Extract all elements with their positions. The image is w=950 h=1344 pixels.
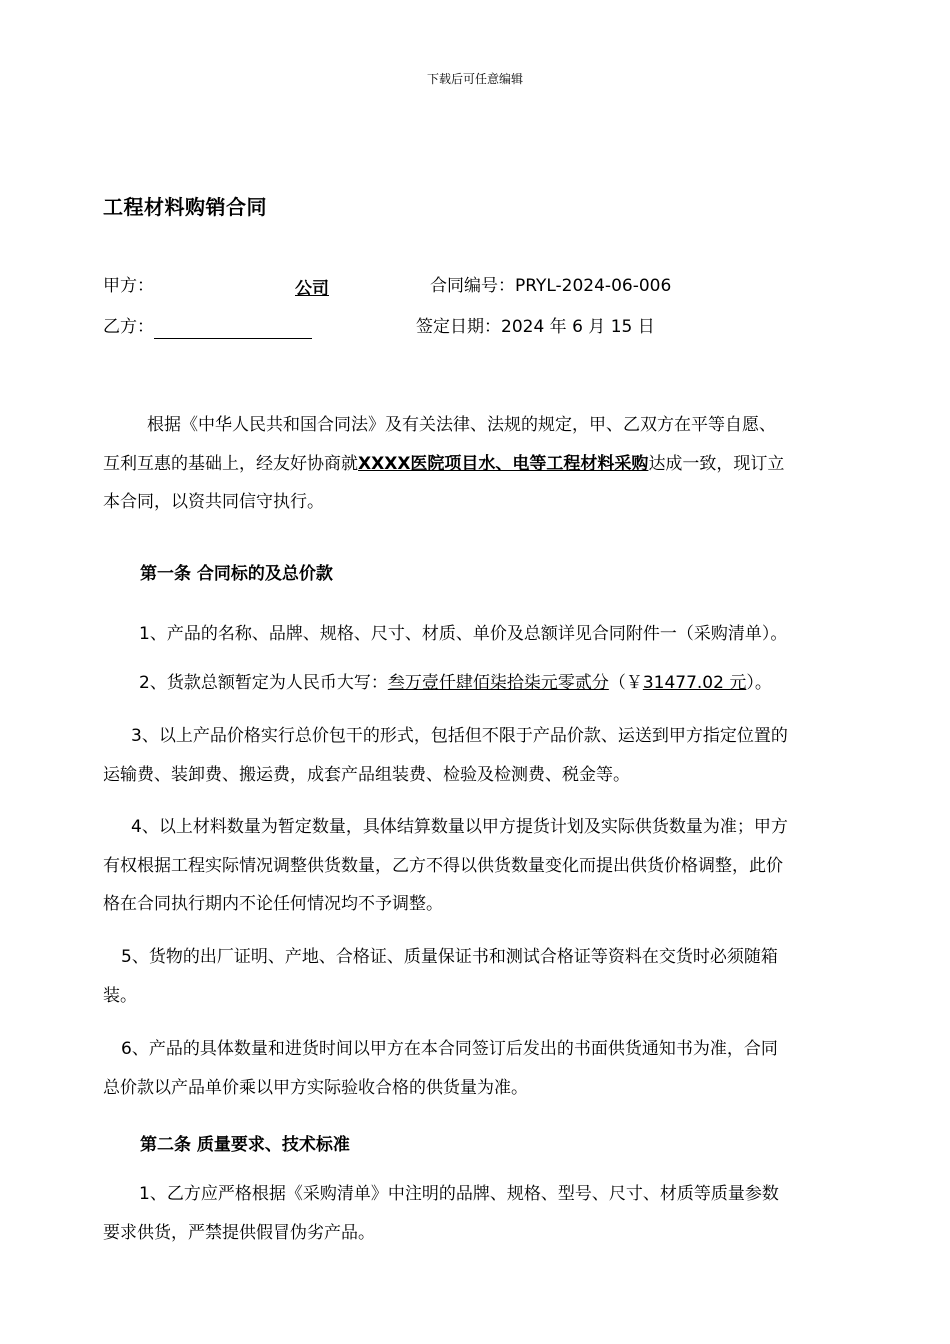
sign-date-value: 2024 年 6 月 15 日 [501, 317, 655, 337]
article-1-item-3-line-1: 3、以上产品价格实行总价包干的形式，包括但不限于产品价款、运送到甲方指定位置的 [131, 726, 788, 746]
amount-in-words: 叁万壹仟肆佰柒拾柒元零贰分 [387, 673, 609, 693]
project-name: XXXX医院项目水、电等工程材料采购 [358, 453, 649, 474]
contract-number-value: PRYL-2024-06-006 [515, 276, 672, 296]
article-1-item-6-line-2: 总价款以产品单价乘以甲方实际验收合格的供货量为准。 [103, 1077, 528, 1098]
preamble-paragraph [103, 406, 873, 522]
article-2-item-1-line-2: 要求供货，严禁提供假冒伪劣产品。 [103, 1222, 375, 1243]
item-2-mid: （￥ [608, 673, 643, 693]
party-b [103, 315, 312, 339]
party-a-label: 甲方： [103, 276, 154, 296]
preamble-line-2 [103, 445, 873, 484]
sign-date-label: 签定日期： [416, 317, 501, 337]
item-2-pre: 2、货款总额暂定为人民币大写： [139, 673, 388, 693]
article-1-item-5 [103, 938, 873, 1015]
item-2-post: ）。 [746, 673, 772, 693]
article-1-heading: 第一条 合同标的及总价款 [140, 564, 333, 584]
article-1-item-2 [103, 664, 873, 703]
party-a-company: 公司 [295, 279, 329, 299]
amount-in-figures: 31477.02 元 [642, 673, 747, 693]
article-1-item-6-line-1: 6、产品的具体数量和进货时间以甲方在本合同签订后发出的书面供货通知书为准，合同 [121, 1039, 778, 1059]
document-title: 工程材料购销合同 [103, 195, 267, 219]
article-1-item-2-line [103, 664, 873, 703]
article-1-item-3-line-2: 运输费、装卸费、搬运费，成套产品组装费、检验及检测费、税金等。 [103, 764, 630, 785]
contract-number [430, 274, 671, 298]
article-1-item-1 [103, 615, 873, 654]
sign-date [416, 315, 655, 339]
article-1-item-4-line-2: 有权根据工程实际情况调整供货数量，乙方不得以供货数量变化而提出供货价格调整，此价 [103, 855, 783, 876]
article-1-item-4-line-3: 格在合同执行期内不论任何情况均不予调整。 [103, 894, 443, 914]
preamble-line-1: 根据《中华人民共和国合同法》及有关法律、法规的规定，甲、乙双方在平等自愿、 [147, 415, 776, 435]
article-1-item-4-line-1: 4、以上材料数量为暂定数量，具体结算数量以甲方提货计划及实际供货数量为准；甲方 [131, 817, 788, 837]
article-2-heading: 第二条 质量要求、技术标准 [140, 1135, 350, 1155]
header-watermark: 下载后可任意编辑 [426, 72, 523, 86]
article-1-item-1-text: 1、产品的名称、品牌、规格、尺寸、材质、单价及总额详见合同附件一（采购清单）。 [139, 624, 788, 644]
contract-number-label: 合同编号： [430, 276, 515, 296]
article-1-item-5-line-2: 装。 [103, 985, 137, 1006]
preamble-line-2-pre: 互利互惠的基础上，经友好协商就 [103, 453, 358, 474]
article-1-item-5-line-1: 5、货物的出厂证明、产地、合格证、质量保证书和测试合格证等资料在交货时必须随箱 [121, 947, 778, 967]
party-b-blank-line [154, 322, 312, 339]
article-1-item-6 [103, 1030, 873, 1107]
preamble-line-3: 本合同，以资共同信守执行。 [103, 492, 324, 512]
article-1-item-4 [103, 808, 873, 924]
preamble-line-2-post: 达成一致，现订立 [648, 453, 785, 474]
article-2-item-1 [103, 1175, 873, 1252]
article-1-item-3 [103, 717, 873, 794]
party-b-label: 乙方： [103, 317, 154, 337]
article-2-item-1-line-1: 1、乙方应严格根据《采购清单》中注明的品牌、规格、型号、尺寸、材质等质量参数 [139, 1184, 779, 1204]
